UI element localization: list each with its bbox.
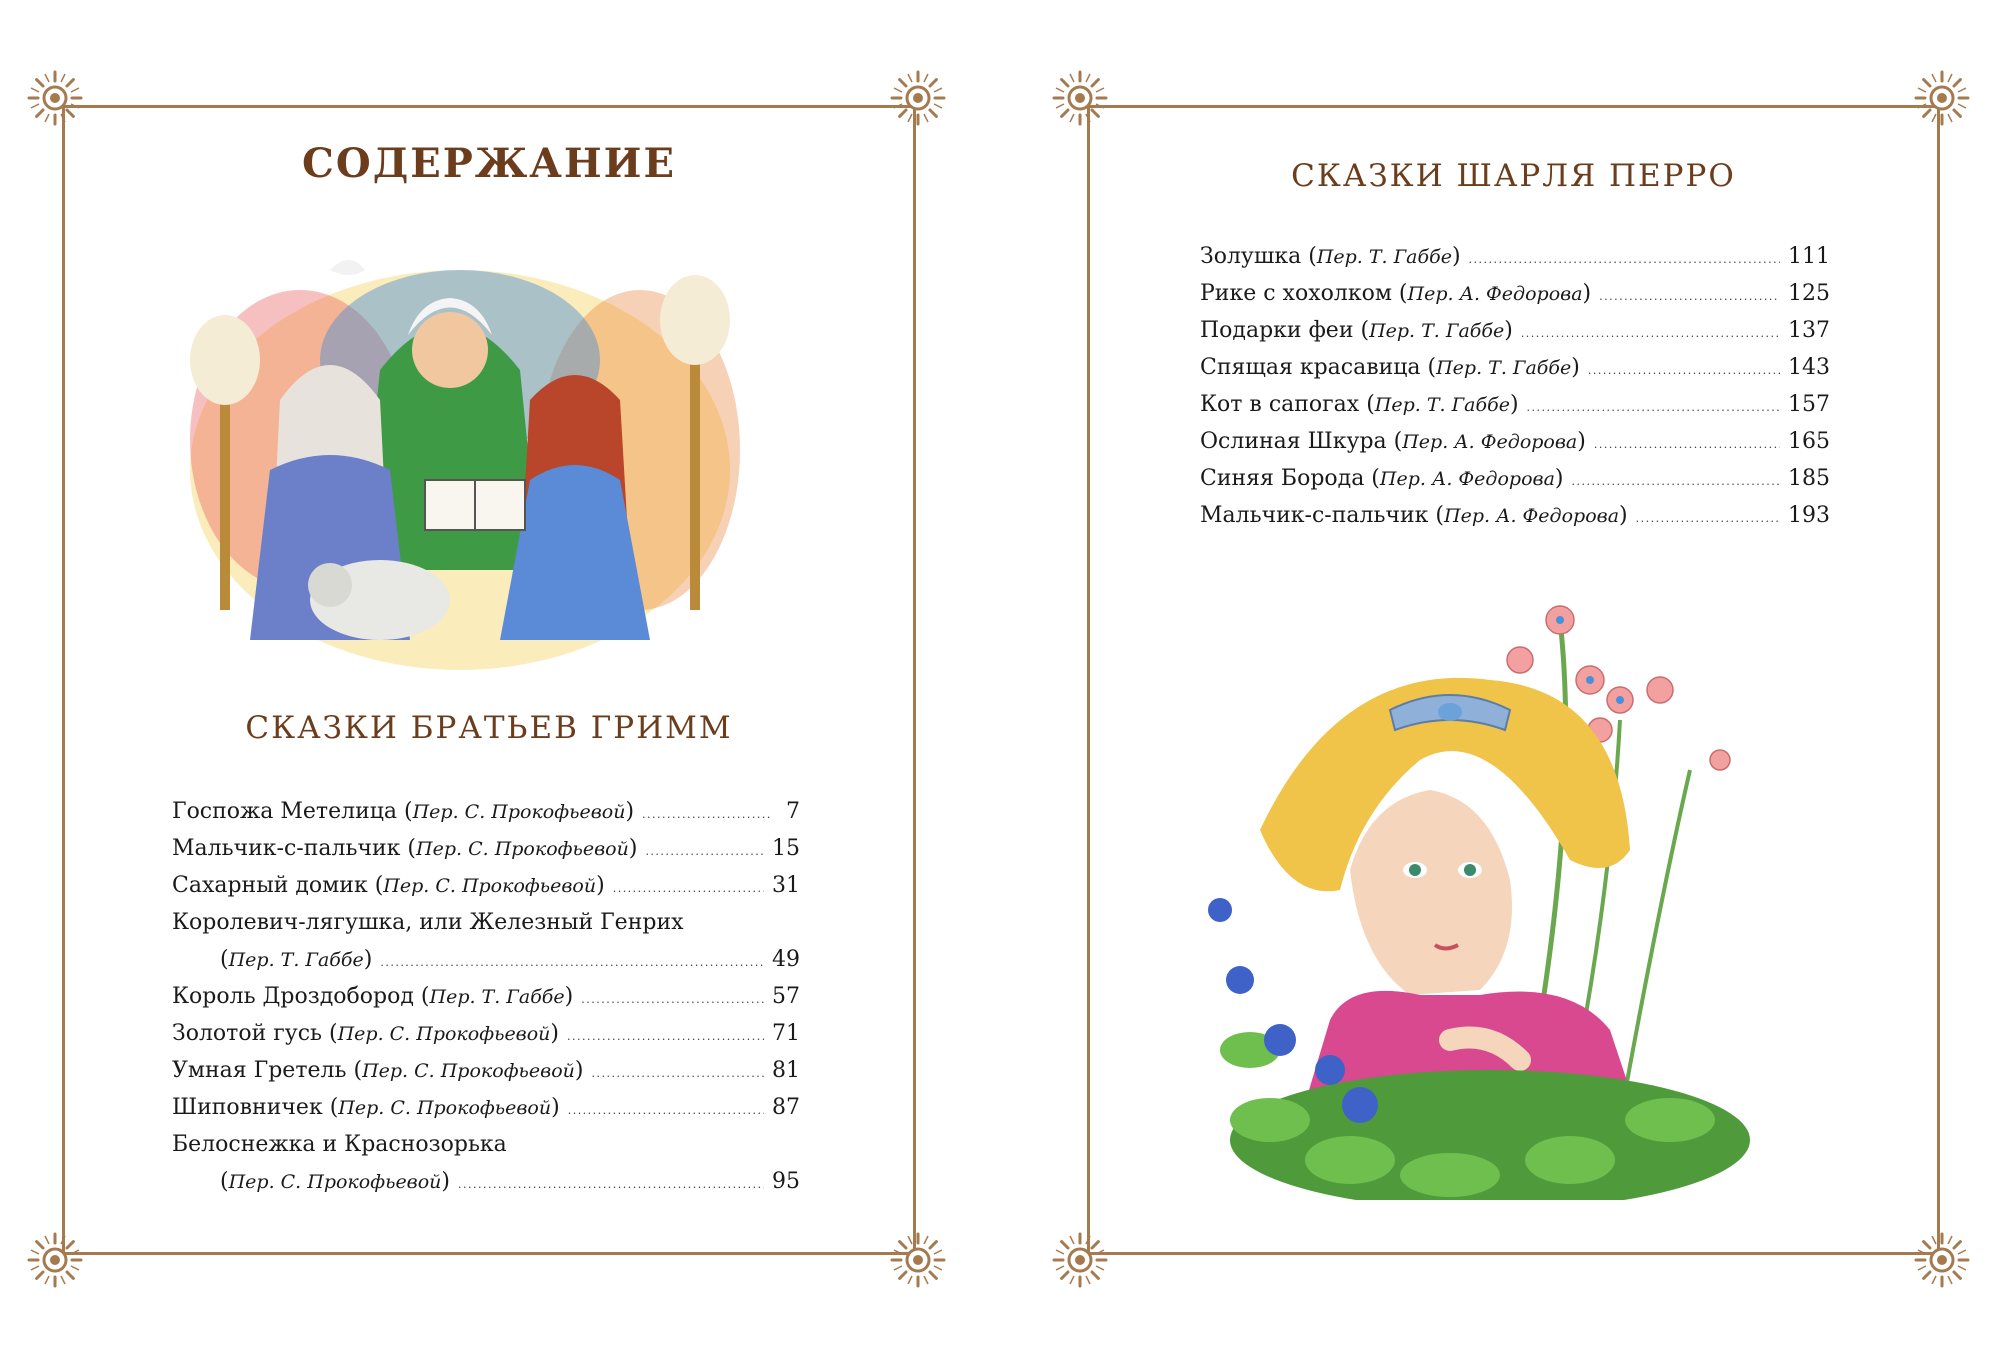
toc-entry-translator: Пер. Т. Габбе <box>1316 246 1452 268</box>
toc-entry[interactable]: (Пер. С. Прокофьевой) . . . 95 <box>172 1163 800 1200</box>
dot-leader <box>458 1163 764 1203</box>
toc-entry[interactable]: Подарки феи (Пер. Т. Габбе) . . . 137 <box>1200 312 1830 349</box>
princess-with-flowers-illustration <box>1190 600 1790 1200</box>
toc-entry-title: Мальчик-с-пальчик <box>172 836 401 861</box>
toc-entry[interactable]: Спящая красавица (Пер. Т. Габбе) . . . 143 <box>1200 349 1830 386</box>
toc-entry-translator: Пер. С. Прокофьевой <box>412 801 626 823</box>
toc-entry-title: Госпожа Метелица <box>172 799 398 824</box>
toc-entry[interactable]: Кот в сапогах (Пер. Т. Габбе) . . . 157 <box>1200 386 1830 423</box>
toc-entry-translator: Пер. С. Прокофьевой <box>228 1171 442 1193</box>
toc-entry-page: 95 <box>772 1169 800 1194</box>
toc-entry-translator: Пер. С. Прокофьевой <box>362 1060 575 1082</box>
toc-entry-translator: Пер. Т. Габбе <box>1374 394 1510 416</box>
dot-leader <box>1527 386 1780 426</box>
storytelling-grandmother-illustration <box>180 240 740 680</box>
dot-leader <box>581 978 764 1018</box>
toc-entry-translator: Пер. С. Прокофьевой <box>338 1097 552 1119</box>
toc-entry-page: 111 <box>1788 244 1830 269</box>
dot-leader <box>1599 275 1780 315</box>
toc-entry-translator: Пер. Т. Габбе <box>228 949 364 971</box>
right-page <box>1000 0 2000 1356</box>
toc-entry[interactable]: Золушка (Пер. Т. Габбе) . . . 111 <box>1200 238 1830 275</box>
toc-entry-page: 193 <box>1788 503 1830 528</box>
toc-entry-page: 81 <box>772 1058 800 1083</box>
toc-entry[interactable]: Рике с хохолком (Пер. А. Федорова) . . . 125 <box>1200 275 1830 312</box>
toc-entry[interactable]: Король Дроздобород (Пер. Т. Габбе) . . . 57 <box>172 978 800 1015</box>
toc-entry-page: 157 <box>1788 392 1830 417</box>
toc-entry[interactable]: Сахарный домик (Пер. С. Прокофьевой) . . . 31 <box>172 867 800 904</box>
dot-leader <box>591 1052 764 1092</box>
toc-entry-page: 15 <box>772 836 800 861</box>
dot-leader <box>1572 460 1781 500</box>
toc-entry[interactable]: Мальчик-с-пальчик (Пер. А. Федорова) . . . 193 <box>1200 497 1830 534</box>
toc-entry-translator: Пер. С. Прокофьевой <box>337 1023 551 1045</box>
toc-entry-title: Мальчик-с-пальчик <box>1200 503 1429 528</box>
dot-leader <box>1594 423 1780 463</box>
section-title-perrault: СКАЗКИ ШАРЛЯ ПЕРРО <box>1291 158 1736 194</box>
sun-ornament-icon <box>890 1232 946 1288</box>
toc-entry-title: Золотой гусь <box>172 1021 323 1046</box>
dot-leader <box>567 1015 764 1055</box>
sun-ornament-icon <box>27 70 83 126</box>
toc-entry-page: 143 <box>1788 355 1830 380</box>
dot-leader <box>568 1089 764 1129</box>
toc-entry-title: Король Дроздобород <box>172 984 414 1009</box>
dot-leader <box>1636 497 1780 537</box>
toc-entry[interactable]: Золотой гусь (Пер. С. Прокофьевой) . . . 71 <box>172 1015 800 1052</box>
toc-entry-translator: Пер. А. Федорова <box>1444 505 1620 527</box>
toc-entry-title: Подарки феи <box>1200 318 1354 343</box>
toc-entry-page: 7 <box>786 799 800 824</box>
toc-entry[interactable]: Мальчик-с-пальчик (Пер. С. Прокофьевой) . . . 15 <box>172 830 800 867</box>
toc-entry-title: Золушка <box>1200 244 1302 269</box>
page-title: СОДЕРЖАНИЕ <box>302 140 676 187</box>
toc-entry-page: 31 <box>772 873 800 898</box>
toc-entry-title: Кот в сапогах <box>1200 392 1360 417</box>
toc-entry-title-line[interactable] <box>172 1126 800 1163</box>
toc-entry-title: Сахарный домик <box>172 873 368 898</box>
toc-entry-translator: Пер. А. Федорова <box>1407 283 1583 305</box>
sun-ornament-icon <box>890 70 946 126</box>
sun-ornament-icon <box>1914 70 1970 126</box>
section-title-grimm: СКАЗКИ БРАТЬЕВ ГРИММ <box>245 710 733 746</box>
toc-entry-page: 185 <box>1788 466 1830 491</box>
dot-leader <box>1521 312 1780 352</box>
toc-entry-page: 137 <box>1788 318 1830 343</box>
toc-entry-translator: Пер. Т. Габбе <box>1369 320 1505 342</box>
toc-entry-page: 57 <box>772 984 800 1009</box>
toc-entry-translator: Пер. С. Прокофьевой <box>383 875 597 897</box>
toc-entry-page: 165 <box>1788 429 1830 454</box>
dot-leader <box>1469 238 1780 278</box>
toc-entry-title: Белоснежка и Краснозорька <box>172 1132 507 1157</box>
toc-entry-title: Королевич-лягушка, или Железный Генрих <box>172 910 684 935</box>
toc-entry[interactable]: Умная Гретель (Пер. С. Прокофьевой) . . . 81 <box>172 1052 800 1089</box>
toc-entry-page: 125 <box>1788 281 1830 306</box>
sun-ornament-icon <box>27 1232 83 1288</box>
toc-entry-translator: Пер. А. Федорова <box>1379 468 1555 490</box>
toc-entry-translator: Пер. Т. Габбе <box>429 986 565 1008</box>
dot-leader <box>645 830 764 870</box>
toc-entry-translator: Пер. С. Прокофьевой <box>416 838 629 860</box>
toc-entry-page: 49 <box>772 947 800 972</box>
dot-leader <box>1588 349 1780 389</box>
toc-entry-title: Синяя Борода <box>1200 466 1365 491</box>
dot-leader <box>642 793 770 833</box>
toc-entry[interactable]: Госпожа Метелица (Пер. С. Прокофьевой) . . . 7 <box>172 793 800 830</box>
toc-entry-title: Рике с хохолком <box>1200 281 1392 306</box>
toc-entry-title: Шиповничек <box>172 1095 323 1120</box>
toc-entry-title: Спящая красавица <box>1200 355 1421 380</box>
sun-ornament-icon <box>1052 70 1108 126</box>
toc-list-perrault <box>1200 238 1830 534</box>
toc-entry-translator: Пер. А. Федорова <box>1402 431 1578 453</box>
toc-entry-page: 87 <box>772 1095 800 1120</box>
toc-list-grimm <box>172 793 800 1200</box>
dot-leader <box>380 941 764 981</box>
toc-entry[interactable]: (Пер. Т. Габбе) . . . 49 <box>172 941 800 978</box>
toc-entry-translator: Пер. Т. Габбе <box>1436 357 1572 379</box>
toc-entry-title: Ослиная Шкура <box>1200 429 1387 454</box>
toc-entry[interactable]: Ослиная Шкура (Пер. А. Федорова) . . . 165 <box>1200 423 1830 460</box>
toc-entry-title: Умная Гретель <box>172 1058 347 1083</box>
toc-entry[interactable]: Шиповничек (Пер. С. Прокофьевой) . . . 87 <box>172 1089 800 1126</box>
toc-entry-title-line[interactable] <box>172 904 800 941</box>
toc-entry-page: 71 <box>772 1021 800 1046</box>
sun-ornament-icon <box>1052 1232 1108 1288</box>
sun-ornament-icon <box>1914 1232 1970 1288</box>
dot-leader <box>613 867 764 907</box>
toc-entry[interactable]: Синяя Борода (Пер. А. Федорова) . . . 185 <box>1200 460 1830 497</box>
